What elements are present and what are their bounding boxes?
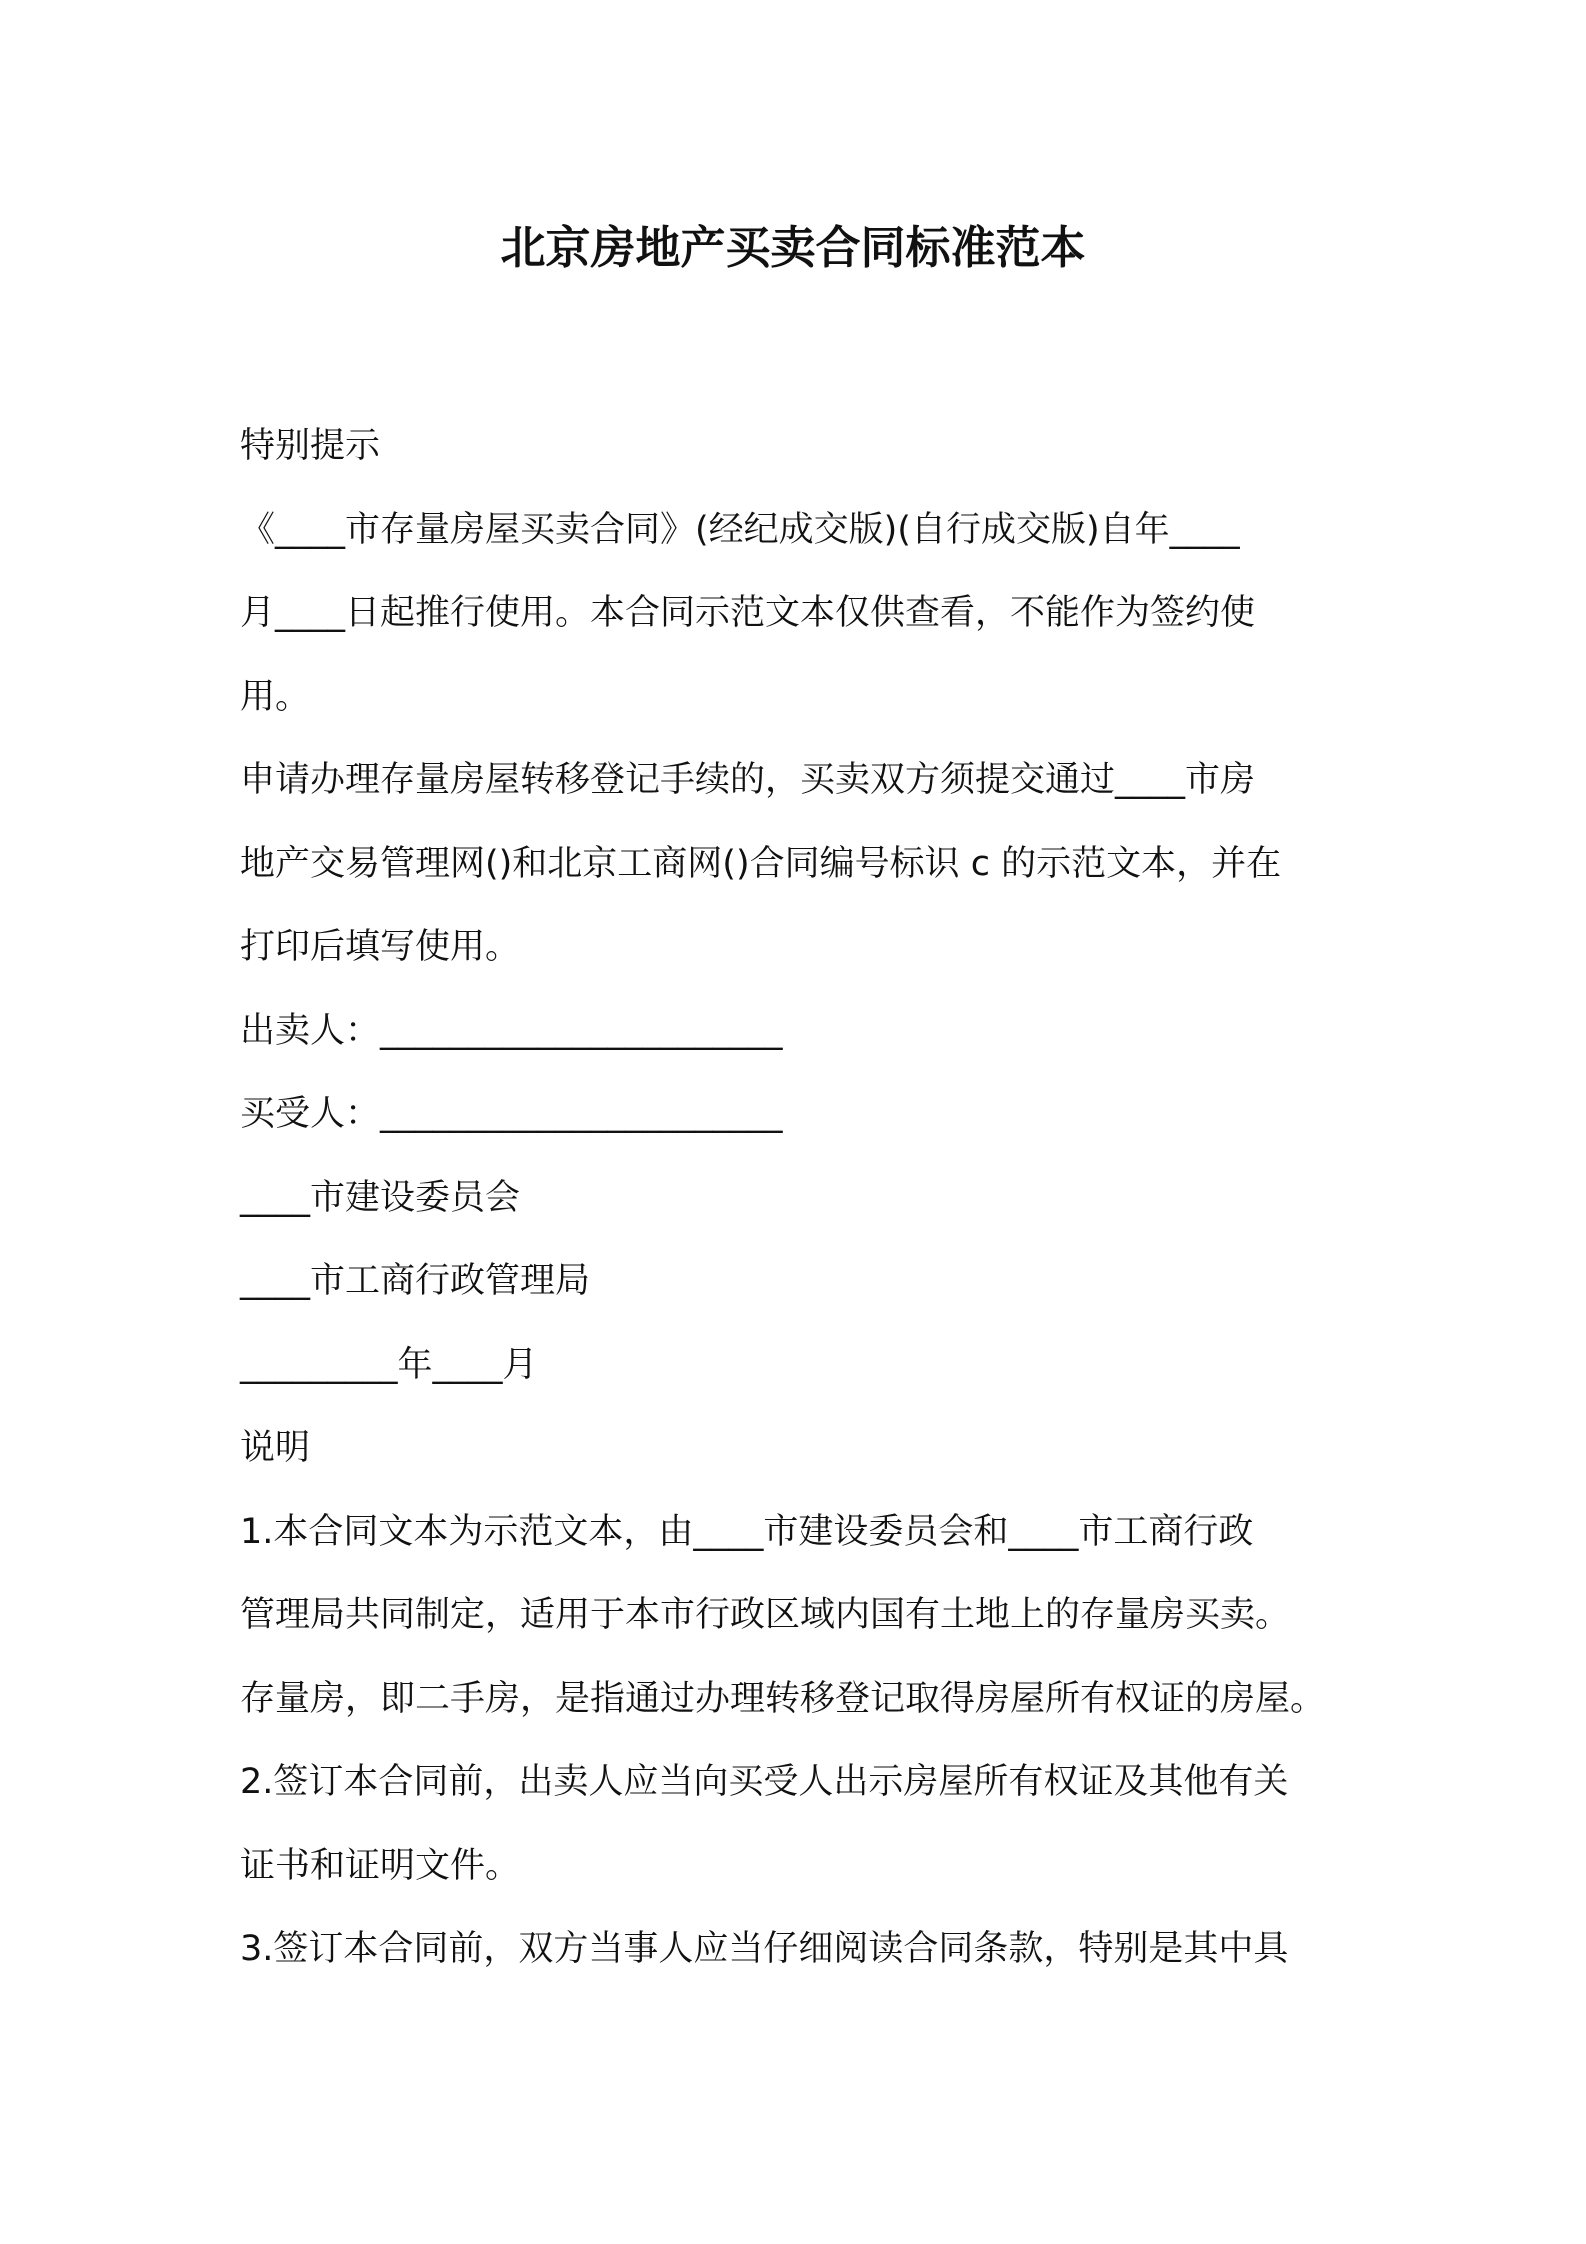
document-title: 北京房地产买卖合同标准范本 xyxy=(500,221,1086,274)
paragraph-line: 2.签订本合同前，出卖人应当向买受人出示房屋所有权证及其他有关 xyxy=(240,1762,1289,1802)
heading-explanation: 说明 xyxy=(240,1428,311,1468)
paragraph-line: 3.签订本合同前，双方当事人应当仔细阅读合同条款，特别是其中具 xyxy=(240,1929,1289,1969)
issuer-industry-commerce-bureau: ____市工商行政管理局 xyxy=(240,1261,591,1301)
paragraph-line: 用。 xyxy=(240,676,311,717)
paragraph-line: 地产交易管理网()和北京工商网()合同编号标识 c 的示范文本，并在 xyxy=(240,843,1282,884)
paragraph-line: 打印后填写使用。 xyxy=(240,927,521,967)
paragraph-line: 《____市存量房屋买卖合同》(经纪成交版)(自行成交版)自年____ xyxy=(240,509,1240,550)
date-field: _________年____月 xyxy=(240,1344,538,1385)
paragraph-line: 管理局共同制定，适用于本市行政区域内国有土地上的存量房买卖。 xyxy=(240,1595,1291,1635)
paragraph-line: 存量房，即二手房，是指通过办理转移登记取得房屋所有权证的房屋。 xyxy=(240,1678,1326,1719)
paragraph-line: 1.本合同文本为示范文本，由____市建设委员会和____市工商行政 xyxy=(240,1511,1254,1552)
seller-field: 出卖人：_______________________ xyxy=(240,1010,783,1051)
paragraph-line: 申请办理存量房屋转移登记手续的，买卖双方须提交通过____市房 xyxy=(240,760,1256,800)
heading-special-notice: 特别提示 xyxy=(240,426,381,466)
document-body xyxy=(240,405,1354,1992)
issuer-construction-committee: ____市建设委员会 xyxy=(240,1177,521,1218)
paragraph-line: 月____日起推行使用。本合同示范文本仅供查看，不能作为签约使 xyxy=(240,593,1256,633)
buyer-field: 买受人：_______________________ xyxy=(240,1094,783,1134)
paragraph-line: 证书和证明文件。 xyxy=(240,1845,521,1886)
